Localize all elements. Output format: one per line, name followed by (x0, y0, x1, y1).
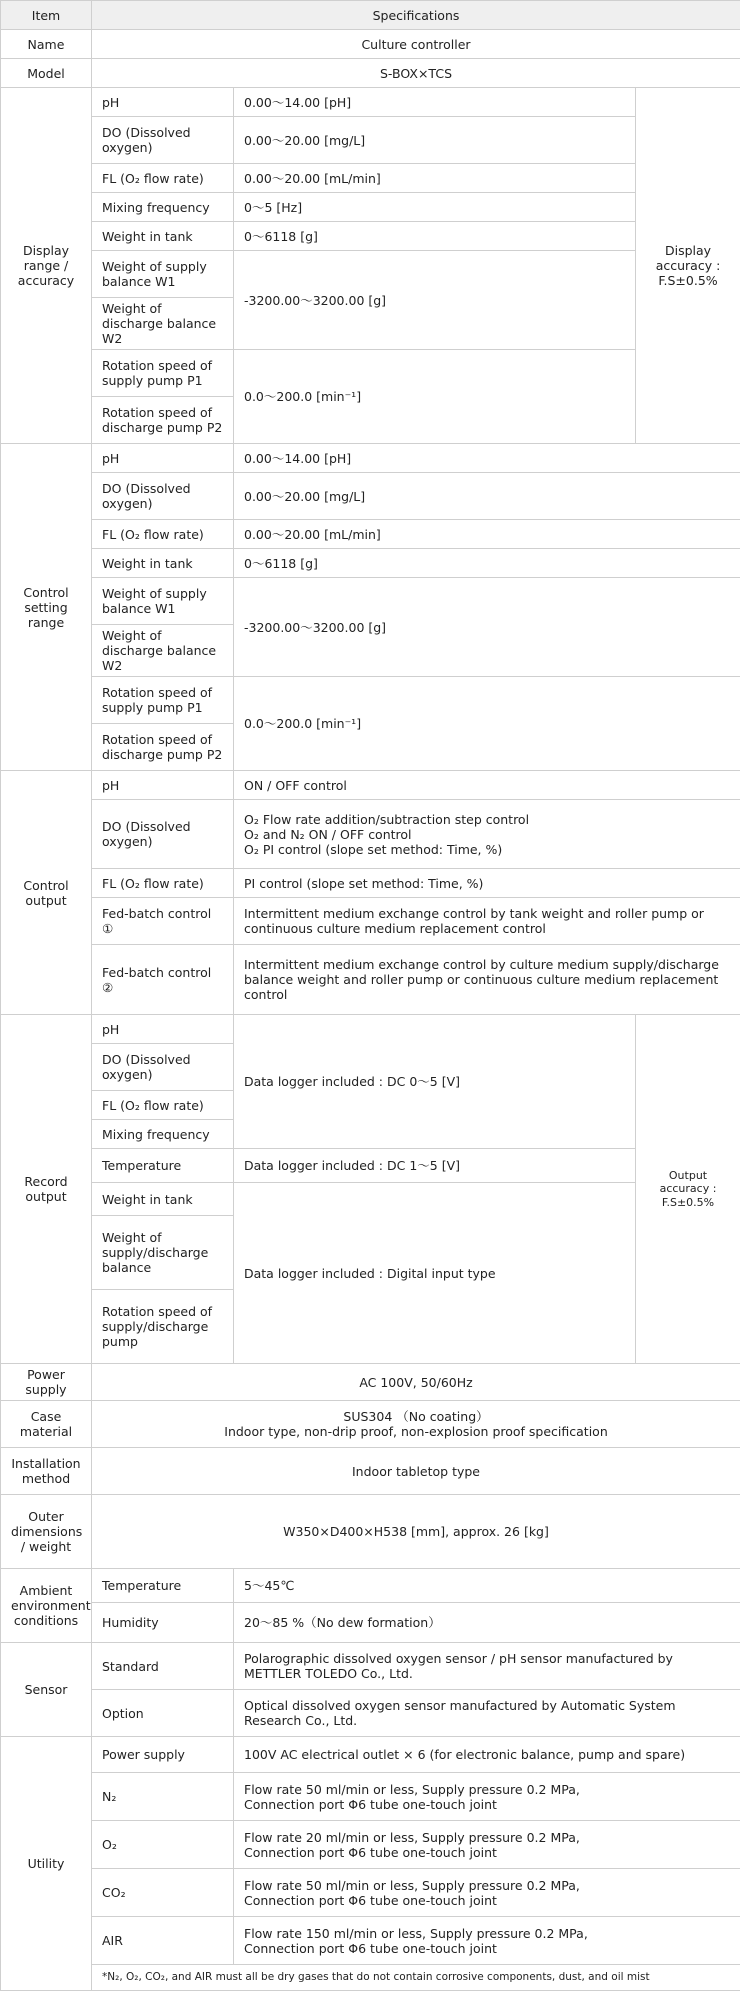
value-line: O₂ PI control (slope set method: Time, %) (244, 841, 503, 857)
name-value: Culture controller (92, 30, 740, 59)
table-row (1, 898, 740, 945)
row-item: Weight in tank (92, 1183, 234, 1216)
header-row (1, 1, 740, 30)
row-item: DO (Dissolved oxygen) (92, 117, 234, 164)
table-row (1, 88, 740, 117)
name-row (1, 30, 740, 59)
table-row (1, 1149, 740, 1183)
value-line: Indoor type, non-drip proof, non-explosion proof specification (224, 1424, 608, 1439)
table-row (1, 193, 740, 222)
table-row (1, 444, 740, 473)
power-supply-row (1, 1364, 740, 1401)
utility-footnote: *N₂, O₂, CO₂, and AIR must all be dry gases that do not contain corrosive components, dust, and oil mist (92, 1965, 740, 1991)
row-value: Intermittent medium exchange control by culture medium supply/discharge balance weight and roller pump or continuous culture medium replacement control (234, 945, 740, 1015)
row-value: Data logger included : DC 1～5 [V] (234, 1149, 636, 1183)
installation-value: Indoor tabletop type (92, 1448, 740, 1495)
control-output-label: Control output (1, 771, 92, 1015)
table-row (1, 350, 740, 397)
table-row (1, 473, 740, 520)
row-value: -3200.00～3200.00 [g] (234, 251, 636, 350)
row-item: Humidity (92, 1603, 234, 1643)
row-item: Temperature (92, 1569, 234, 1603)
row-item: Rotation speed of supply pump P1 (92, 677, 234, 724)
row-item: Mixing frequency (92, 193, 234, 222)
sensor-label: Sensor (1, 1643, 92, 1737)
row-item: Standard (92, 1643, 234, 1690)
table-row (1, 251, 740, 298)
model-row (1, 59, 740, 88)
case-material-label: Case material (1, 1401, 92, 1448)
row-value: 20～85 %（No dew formation） (234, 1603, 740, 1643)
row-value: Data logger included : Digital input type (234, 1183, 636, 1364)
value-line: Connection port Φ6 tube one-touch joint (244, 1796, 497, 1812)
row-value: 0.0～200.0 [min⁻¹] (234, 677, 740, 771)
row-item: Weight of supply balance W1 (92, 251, 234, 298)
value-line: SUS304 （No coating） (343, 1409, 489, 1424)
value-line: Flow rate 50 ml/min or less, Supply pressure 0.2 MPa, (244, 1877, 580, 1893)
row-item: pH (92, 1015, 234, 1044)
row-value: PI control (slope set method: Time, %) (234, 869, 740, 898)
row-value: 0.00～14.00 [pH] (234, 444, 740, 473)
model-label: Model (1, 59, 92, 88)
table-row (1, 117, 740, 164)
row-item: FL (O₂ flow rate) (92, 520, 234, 549)
row-value (234, 1773, 740, 1821)
row-item: Weight of supply balance W1 (92, 578, 234, 625)
table-row (1, 1015, 740, 1044)
table-row (1, 1821, 740, 1869)
value-line: Connection port Φ6 tube one-touch joint (244, 1844, 497, 1860)
row-value: ON / OFF control (234, 771, 740, 800)
table-row (1, 1773, 740, 1821)
row-item: Weight in tank (92, 549, 234, 578)
row-item: Rotation speed of discharge pump P2 (92, 397, 234, 444)
row-item: N₂ (92, 1773, 234, 1821)
value-line: Flow rate 20 ml/min or less, Supply pressure 0.2 MPa, (244, 1829, 580, 1845)
row-item: AIR (92, 1917, 234, 1965)
row-item: Weight of supply/discharge balance (92, 1216, 234, 1290)
row-item: FL (O₂ flow rate) (92, 1091, 234, 1120)
output-accuracy-note: Output accuracy : F.S±0.5% (636, 1015, 740, 1364)
row-value (234, 1917, 740, 1965)
row-value: 0.00～20.00 [mL/min] (234, 164, 636, 193)
row-value: 0.0～200.0 [min⁻¹] (234, 350, 636, 444)
table-row (1, 1690, 740, 1737)
table-row (1, 520, 740, 549)
value-line: Connection port Φ6 tube one-touch joint (244, 1892, 497, 1908)
row-value: 5～45℃ (234, 1569, 740, 1603)
row-value: 0.00～14.00 [pH] (234, 88, 636, 117)
row-item: Mixing frequency (92, 1120, 234, 1149)
header-specifications: Specifications (92, 1, 740, 30)
header-item: Item (1, 1, 92, 30)
row-item: Rotation speed of supply/discharge pump (92, 1290, 234, 1364)
table-row (1, 578, 740, 625)
row-value: 0～6118 [g] (234, 222, 636, 251)
row-item: O₂ (92, 1821, 234, 1869)
value-line: Flow rate 150 ml/min or less, Supply pressure 0.2 MPa, (244, 1925, 588, 1941)
row-item: Fed-batch control ① (92, 898, 234, 945)
row-value: 0～5 [Hz] (234, 193, 636, 222)
control-setting-label: Control setting range (1, 444, 92, 771)
row-item: DO (Dissolved oxygen) (92, 800, 234, 869)
table-row (1, 677, 740, 724)
table-row (1, 869, 740, 898)
row-value: 0.00～20.00 [mg/L] (234, 473, 740, 520)
row-item: CO₂ (92, 1869, 234, 1917)
table-row (1, 1965, 740, 1991)
power-supply-label: Power supply (1, 1364, 92, 1401)
table-row (1, 1643, 740, 1690)
row-item: Weight in tank (92, 222, 234, 251)
table-row (1, 1869, 740, 1917)
table-row (1, 1183, 740, 1216)
row-item: pH (92, 771, 234, 800)
row-item: FL (O₂ flow rate) (92, 869, 234, 898)
record-output-label: Record output (1, 1015, 92, 1364)
row-item: Weight of discharge balance W2 (92, 625, 234, 677)
dimensions-value: W350×D400×H538 [mm], approx. 26 [kg] (92, 1495, 740, 1569)
row-item: Rotation speed of discharge pump P2 (92, 724, 234, 771)
installation-row (1, 1448, 740, 1495)
table-row (1, 549, 740, 578)
power-supply-value: AC 100V, 50/60Hz (92, 1364, 740, 1401)
row-item: Power supply (92, 1737, 234, 1773)
value-line: O₂ Flow rate addition/subtraction step control (244, 811, 530, 827)
row-value: Optical dissolved oxygen sensor manufactured by Automatic System Research Co., Ltd. (234, 1690, 740, 1737)
table-row (1, 222, 740, 251)
installation-label: Installation method (1, 1448, 92, 1495)
row-item: Fed-batch control ② (92, 945, 234, 1015)
utility-label: Utility (1, 1737, 92, 1991)
ambient-label: Ambient environment conditions (1, 1569, 92, 1643)
row-value: 0.00～20.00 [mL/min] (234, 520, 740, 549)
table-row (1, 771, 740, 800)
row-value (234, 1821, 740, 1869)
row-item: pH (92, 444, 234, 473)
row-value: Polarographic dissolved oxygen sensor / pH sensor manufactured by METTLER TOLEDO Co., Ltd. (234, 1643, 740, 1690)
row-value: 0～6118 [g] (234, 549, 740, 578)
row-item: DO (Dissolved oxygen) (92, 1044, 234, 1091)
row-value: Data logger included : DC 0～5 [V] (234, 1015, 636, 1149)
row-item: Option (92, 1690, 234, 1737)
table-row (1, 945, 740, 1015)
row-item: FL (O₂ flow rate) (92, 164, 234, 193)
row-value (234, 1869, 740, 1917)
model-value: S-BOX×TCS (92, 59, 740, 88)
row-value: Intermittent medium exchange control by tank weight and roller pump or continuous culture medium replacement control (234, 898, 740, 945)
table-row (1, 1569, 740, 1603)
case-material-row (1, 1401, 740, 1448)
table-row (1, 1917, 740, 1965)
row-value: 0.00～20.00 [mg/L] (234, 117, 636, 164)
value-line: Connection port Φ6 tube one-touch joint (244, 1940, 497, 1956)
row-item: Weight of discharge balance W2 (92, 298, 234, 350)
value-line: O₂ and N₂ ON / OFF control (244, 826, 412, 842)
table-row (1, 1737, 740, 1773)
case-material-value (92, 1401, 740, 1448)
dimensions-row (1, 1495, 740, 1569)
row-item: Rotation speed of supply pump P1 (92, 350, 234, 397)
row-item: pH (92, 88, 234, 117)
row-item: DO (Dissolved oxygen) (92, 473, 234, 520)
row-value: -3200.00～3200.00 [g] (234, 578, 740, 677)
row-item: Temperature (92, 1149, 234, 1183)
name-label: Name (1, 30, 92, 59)
row-value: 100V AC electrical outlet × 6 (for electronic balance, pump and spare) (234, 1737, 740, 1773)
display-range-label: Display range / accuracy (1, 88, 92, 444)
value-line: Flow rate 50 ml/min or less, Supply pressure 0.2 MPa, (244, 1781, 580, 1797)
display-accuracy-note: Display accuracy : F.S±0.5% (636, 88, 740, 444)
table-row (1, 1603, 740, 1643)
table-row (1, 164, 740, 193)
dimensions-label: Outer dimensions / weight (1, 1495, 92, 1569)
table-row (1, 800, 740, 869)
row-value (234, 800, 740, 869)
